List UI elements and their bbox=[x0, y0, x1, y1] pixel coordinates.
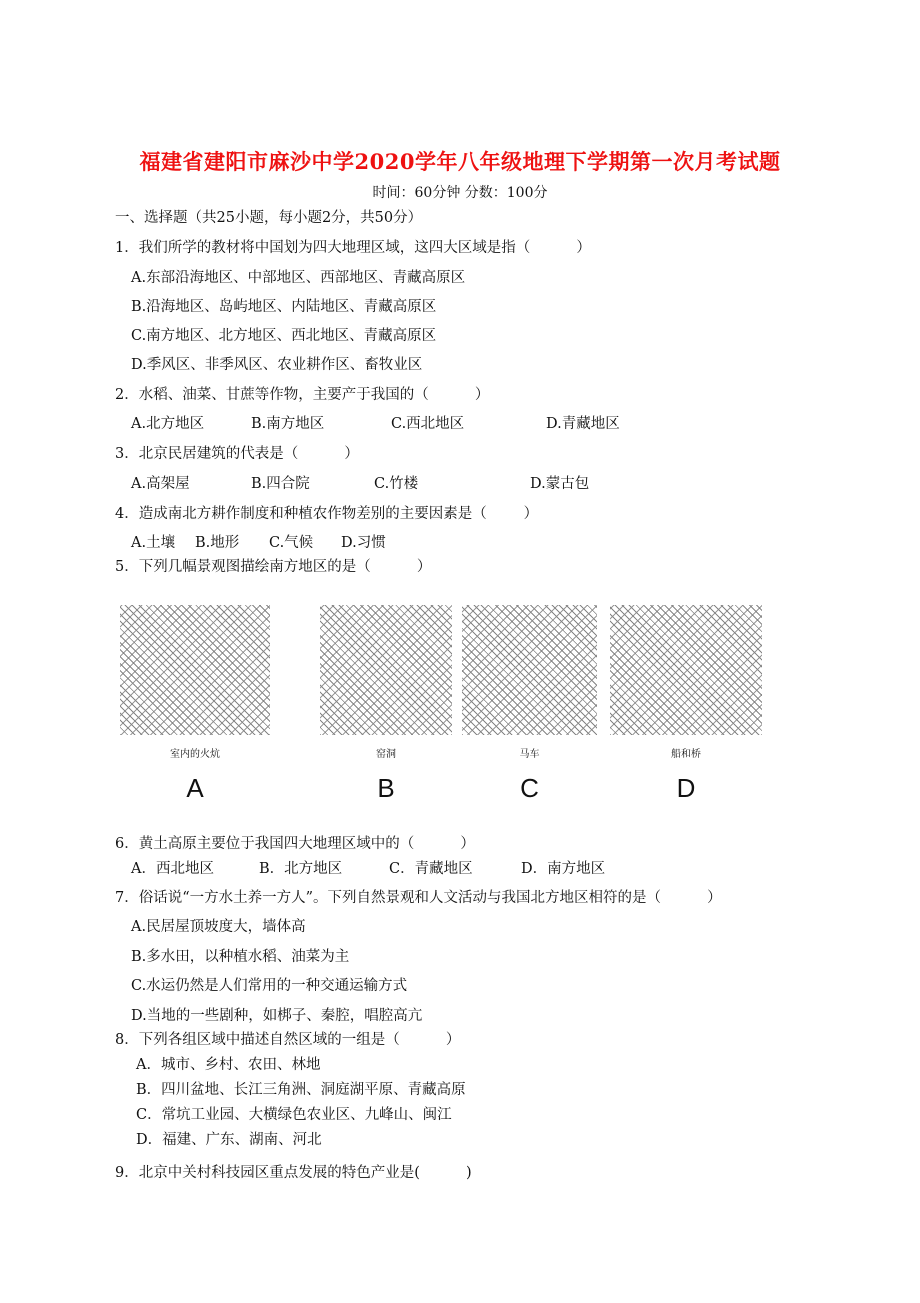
question-6-option-a: A．西北地区 bbox=[131, 861, 214, 877]
question-8-stem: 8．下列各组区域中描述自然区域的一组是（ ） bbox=[115, 1032, 461, 1048]
figure-a-image bbox=[120, 605, 270, 735]
question-1-stem: 1．我们所学的教材将中国划为四大地理区域，这四大区域是指（ ） bbox=[115, 240, 591, 256]
exam-title: 福建省建阳市麻沙中学2020学年八年级地理下学期第一次月考试题 bbox=[139, 149, 781, 174]
figure-b-image bbox=[320, 605, 452, 735]
question-8-option-d: D．福建、广东、湖南、河北 bbox=[136, 1132, 322, 1148]
exam-time-score: 时间：60分钟 分数：100分 bbox=[372, 185, 548, 201]
question-3-option-a: A.高架屋 bbox=[131, 476, 190, 492]
question-7-option-a: A.民居屋顶坡度大，墙体高 bbox=[131, 919, 306, 935]
question-4-option-d: D.习惯 bbox=[341, 535, 386, 551]
question-6-option-d: D．南方地区 bbox=[521, 861, 606, 877]
question-2-option-d: D.青藏地区 bbox=[546, 416, 620, 432]
question-6-option-b: B．北方地区 bbox=[259, 861, 343, 877]
question-2-options bbox=[131, 414, 731, 434]
question-2-option-b: B.南方地区 bbox=[251, 416, 325, 432]
question-8-option-b: B．四川盆地、长江三角洲、洞庭湖平原、青藏高原 bbox=[136, 1082, 466, 1098]
question-6-options bbox=[131, 859, 731, 879]
question-1-option-d: D.季风区、非季风区、农业耕作区、畜牧业区 bbox=[131, 357, 423, 373]
figure-c-caption: 马车 bbox=[519, 749, 540, 760]
figure-a-caption: 室内的火炕 bbox=[170, 749, 220, 760]
question-3-option-c: C.竹楼 bbox=[374, 476, 419, 492]
figure-c-letter: C bbox=[520, 773, 539, 803]
question-2-option-c: C.西北地区 bbox=[391, 416, 465, 432]
question-7-option-d: D.当地的一些剧种，如梆子、秦腔，唱腔高亢 bbox=[131, 1008, 423, 1024]
question-9-stem: 9．北京中关村科技园区重点发展的特色产业是( ) bbox=[115, 1165, 472, 1181]
question-4-option-a: A.土壤 bbox=[131, 535, 176, 551]
figure-d-caption: 船和桥 bbox=[671, 749, 701, 760]
question-8-option-a: A．城市、乡村、农田、林地 bbox=[136, 1057, 321, 1073]
question-6-stem: 6．黄土高原主要位于我国四大地理区域中的（ ） bbox=[115, 836, 475, 852]
question-4-option-b: B.地形 bbox=[195, 535, 240, 551]
figure-d-letter: D bbox=[676, 773, 696, 803]
figure-b-letter: B bbox=[377, 773, 395, 803]
question-7-option-c: C.水运仍然是人们常用的一种交通运输方式 bbox=[131, 978, 408, 994]
question-3-option-b: B.四合院 bbox=[251, 476, 310, 492]
section-heading: 一、选择题（共25小题，每小题2分，共50分） bbox=[115, 210, 423, 226]
question-2-stem: 2．水稻、油菜、甘蔗等作物，主要产于我国的（ ） bbox=[115, 387, 490, 403]
figure-a-letter: A bbox=[186, 773, 204, 803]
question-2-option-a: A.北方地区 bbox=[131, 416, 205, 432]
question-7-option-b: B.多水田，以种植水稻、油菜为主 bbox=[131, 949, 350, 965]
figure-b-caption: 窑洞 bbox=[376, 749, 396, 760]
question-3-option-d: D.蒙古包 bbox=[530, 476, 590, 492]
question-4-options bbox=[131, 533, 531, 553]
question-3-options bbox=[131, 474, 731, 494]
question-5-stem: 5．下列几幅景观图描绘南方地区的是（ ） bbox=[115, 559, 432, 575]
question-7-stem: 7．俗话说“一方水土养一方人”。下列自然景观和人文活动与我国北方地区相符的是（ ） bbox=[115, 890, 722, 906]
question-3-stem: 3．北京民居建筑的代表是（ ） bbox=[115, 446, 359, 462]
question-1-option-b: B.沿海地区、岛屿地区、内陆地区、青藏高原区 bbox=[131, 299, 437, 315]
question-8-option-c: C．常坑工业园、大横绿色农业区、九峰山、闽江 bbox=[136, 1107, 452, 1123]
question-1-option-a: A.东部沿海地区、中部地区、西部地区、青藏高原区 bbox=[131, 270, 466, 286]
question-4-option-c: C.气候 bbox=[269, 535, 314, 551]
question-1-option-c: C.南方地区、北方地区、西北地区、青藏高原区 bbox=[131, 328, 437, 344]
question-5-figures bbox=[120, 595, 770, 810]
question-4-stem: 4．造成南北方耕作制度和种植农作物差别的主要因素是（ ） bbox=[115, 506, 539, 522]
question-6-option-c: C．青藏地区 bbox=[389, 861, 473, 877]
figure-d-image bbox=[610, 605, 762, 735]
figure-c-image bbox=[462, 605, 597, 735]
